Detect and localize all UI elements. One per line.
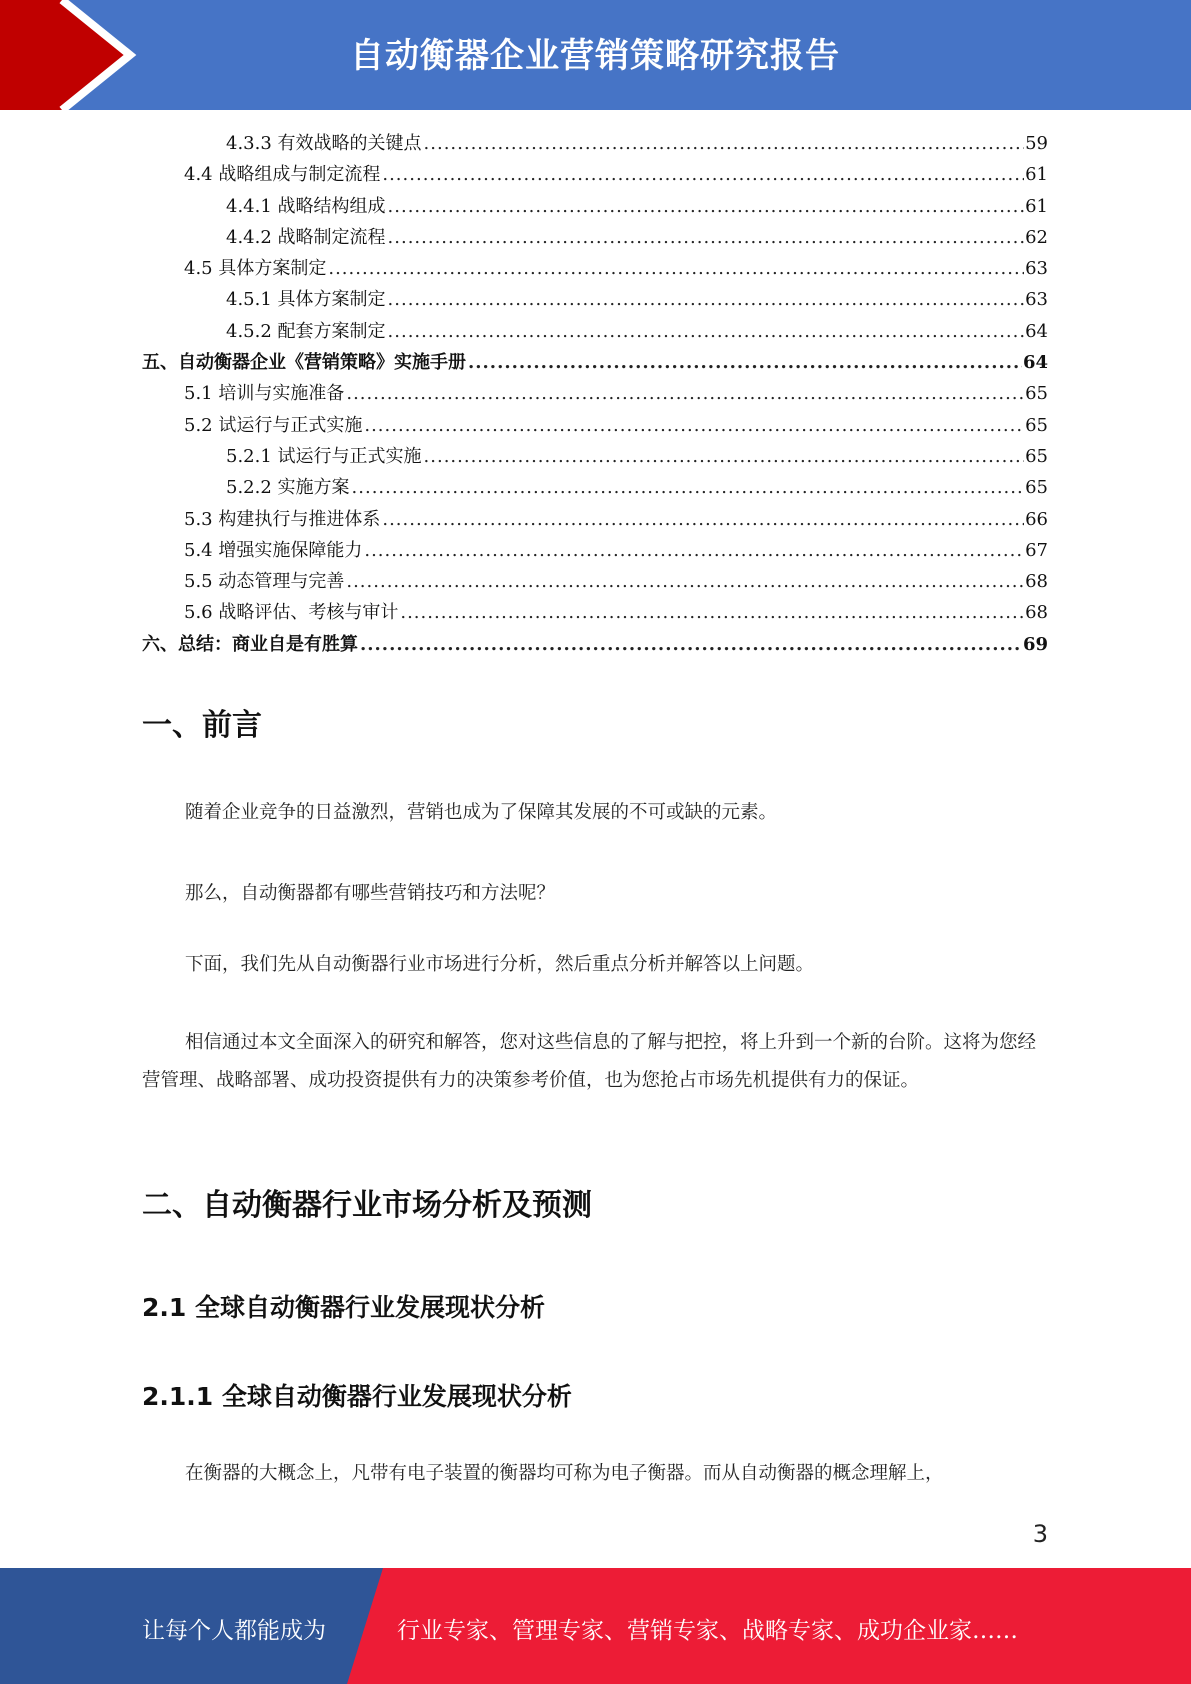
toc-leader-dots: [388, 222, 1025, 253]
toc-entry[interactable]: [142, 566, 1048, 597]
subsection-heading-2-1-1: 2.1.1 全球自动衡器行业发展现状分析: [142, 1382, 572, 1411]
toc-entry-page: 67: [1025, 539, 1048, 561]
section-heading-preface: 一、前言: [142, 708, 262, 743]
toc-entry-label: 五、自动衡器企业《营销策略》实施手册: [142, 352, 466, 374]
toc-leader-dots: [400, 597, 1024, 628]
toc-entry[interactable]: [142, 504, 1048, 535]
toc-entry-label: 5.4 增强实施保障能力: [184, 539, 363, 561]
toc-entry[interactable]: [142, 159, 1048, 190]
toc-leader-dots: [388, 284, 1025, 315]
page-number: 3: [1032, 1520, 1048, 1548]
toc-entry[interactable]: [142, 441, 1048, 472]
page-footer: [0, 1568, 1191, 1684]
toc-entry[interactable]: [142, 128, 1048, 159]
toc-entry-label: 4.5 具体方案制定: [184, 258, 327, 280]
toc-entry-page: 63: [1025, 258, 1048, 280]
toc-entry-page: 62: [1025, 226, 1048, 248]
toc-leader-dots: [424, 128, 1025, 159]
paragraph: 下面，我们先从自动衡器行业市场进行分析，然后重点分析并解答以上问题。: [185, 954, 815, 975]
report-title: 自动衡器企业营销策略研究报告: [350, 36, 840, 76]
toc-entry-page: 61: [1025, 195, 1048, 217]
toc-leader-dots: [364, 410, 1024, 441]
toc-entry-label: 4.4.1 战略结构组成: [226, 195, 386, 217]
toc-entry-page: 69: [1022, 633, 1048, 655]
toc-entry-label: 5.3 构建执行与推进体系: [184, 508, 381, 530]
toc-leader-dots: [364, 535, 1024, 566]
toc-entry[interactable]: [142, 253, 1048, 284]
toc-entry[interactable]: [142, 284, 1048, 315]
toc-entry-label: 5.5 动态管理与完善: [184, 571, 345, 593]
subsection-heading-2-1: 2.1 全球自动衡器行业发展现状分析: [142, 1293, 545, 1322]
toc-leader-dots: [346, 378, 1024, 409]
toc-entry-label: 4.5.2 配套方案制定: [226, 320, 386, 342]
toc-entry-label: 4.3.3 有效战略的关键点: [226, 133, 422, 154]
toc-entry-label: 5.2.2 实施方案: [226, 477, 350, 499]
toc-leader-dots: [382, 504, 1024, 535]
toc-entry[interactable]: [142, 316, 1048, 347]
toc-entry[interactable]: [142, 378, 1048, 409]
paragraph: 相信通过本文全面深入的研究和解答，您对这些信息的了解与把控，将上升到一个新的台阶。这将为您经营管理、战略部署、成功投资提供有力的决策参考价值，也为您抢占市场先机提供有力的保证。: [142, 1032, 1037, 1091]
toc-entry-page: 68: [1025, 602, 1048, 624]
toc-entry-label: 5.1 培训与实施准备: [184, 383, 345, 405]
toc-leader-dots: [382, 159, 1024, 190]
toc-leader-dots: [352, 472, 1025, 503]
toc-entry-label: 5.2.1 试运行与正式实施: [226, 445, 422, 467]
toc-leader-dots: [328, 253, 1024, 284]
paragraph: 那么，自动衡器都有哪些营销技巧和方法呢？: [185, 883, 556, 904]
toc-leader-dots: [388, 191, 1025, 222]
toc-entry-page: 65: [1025, 383, 1048, 405]
toc-entry-page: 63: [1025, 289, 1048, 311]
toc-entry[interactable]: [142, 191, 1048, 222]
page-header: [0, 0, 1191, 110]
toc-entry[interactable]: [142, 222, 1048, 253]
toc-entry-page: 59: [1025, 133, 1048, 154]
toc-entry-page: 65: [1025, 414, 1048, 436]
paragraph: 随着企业竞争的日益激烈，营销也成为了保障其发展的不可或缺的元素。: [185, 802, 778, 823]
table-of-contents: [142, 128, 1048, 660]
toc-leader-dots: [360, 629, 1022, 660]
toc-entry-label: 5.2 试运行与正式实施: [184, 414, 363, 436]
toc-entry[interactable]: [142, 535, 1048, 566]
toc-entry[interactable]: [142, 629, 1048, 660]
toc-entry-label: 六、总结：商业自是有胜算: [142, 633, 358, 655]
toc-entry-page: 61: [1025, 164, 1048, 186]
toc-leader-dots: [468, 347, 1022, 378]
toc-entry[interactable]: [142, 472, 1048, 503]
toc-entry-label: 4.4 战略组成与制定流程: [184, 164, 381, 186]
footer-slogan-right: 行业专家、管理专家、营销专家、战略专家、成功企业家……: [397, 1618, 1018, 1644]
toc-entry-page: 68: [1025, 571, 1048, 593]
section-heading-market-analysis: 二、自动衡器行业市场分析及预测: [142, 1188, 592, 1223]
toc-entry-label: 5.6 战略评估、考核与审计: [184, 602, 399, 624]
toc-entry[interactable]: [142, 410, 1048, 441]
toc-entry-label: 4.5.1 具体方案制定: [226, 289, 386, 311]
toc-entry-page: 64: [1022, 352, 1048, 374]
toc-entry-page: 65: [1025, 445, 1048, 467]
toc-leader-dots: [424, 441, 1025, 472]
footer-slogan-left: 让每个人都能成为: [142, 1618, 326, 1644]
toc-entry-page: 65: [1025, 477, 1048, 499]
toc-leader-dots: [346, 566, 1024, 597]
toc-leader-dots: [388, 316, 1025, 347]
toc-entry-label: 4.4.2 战略制定流程: [226, 226, 386, 248]
toc-entry[interactable]: [142, 347, 1048, 378]
paragraph: 在衡器的大概念上，凡带有电子装置的衡器均可称为电子衡器。而从自动衡器的概念理解上，: [185, 1463, 944, 1484]
toc-entry[interactable]: [142, 597, 1048, 628]
toc-entry-page: 64: [1025, 320, 1048, 342]
toc-entry-page: 66: [1025, 508, 1048, 530]
